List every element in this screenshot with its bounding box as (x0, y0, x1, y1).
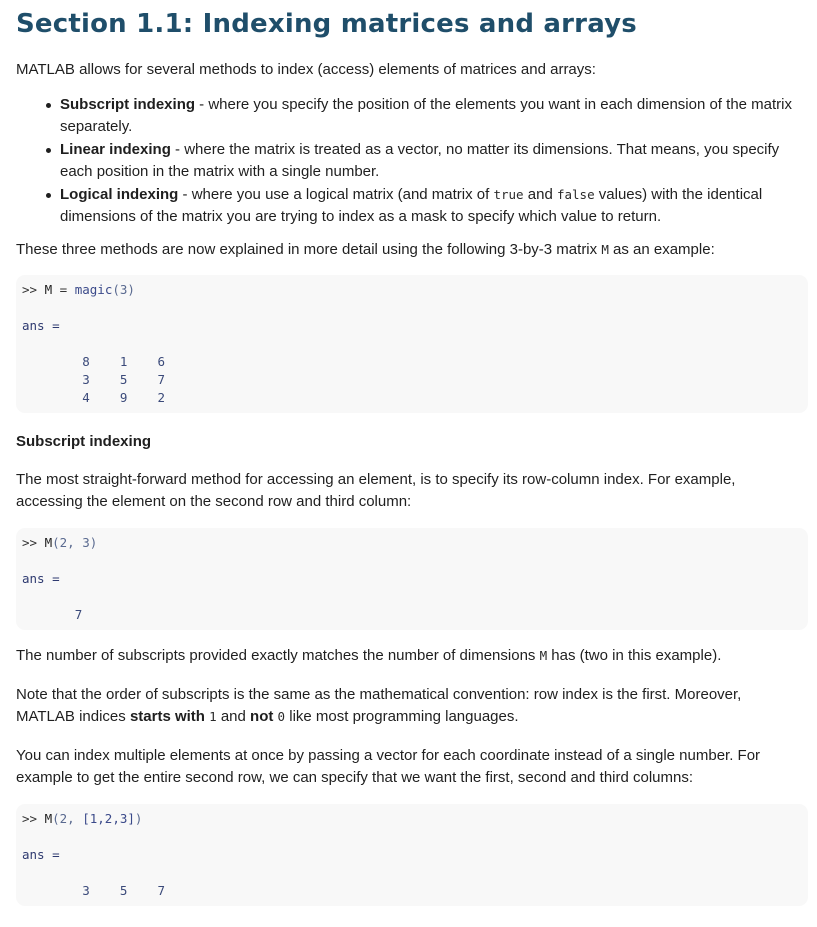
prompt: >> (22, 282, 38, 297)
inline-code-m: M (539, 648, 548, 663)
inline-code-m: M (601, 242, 609, 257)
note-paragraph (16, 684, 801, 728)
result-value: 3 (82, 883, 90, 898)
code-args: (2, 3) (52, 535, 98, 550)
prompt: >> (22, 535, 38, 550)
list-item-linear (60, 139, 801, 183)
matrix-cell: 1 (119, 354, 128, 369)
code-result (22, 882, 802, 900)
inline-code-one: 1 (209, 709, 217, 724)
code-block-subscript (16, 528, 808, 630)
subscript-indexing-heading: Subscript indexing (16, 433, 152, 450)
method-desc: and (523, 186, 557, 203)
code-args: ) (134, 811, 143, 826)
ans-label: ans = (22, 571, 60, 586)
intro-paragraph: MATLAB allows for several methods to index (access) elements of matrices and arrays: (16, 61, 596, 78)
inline-code-false: false (556, 187, 595, 202)
code-line-ans (22, 317, 802, 335)
ans-label: ans = (22, 318, 60, 333)
page-title: Section 1.1: Indexing matrices and arrays (16, 9, 637, 39)
inline-code-zero: 0 (277, 709, 286, 724)
code-line-ans (22, 846, 802, 864)
code-var: M (44, 282, 53, 297)
code-block-magic (16, 275, 808, 413)
method-desc: - where you specify the position of the elements you want in each dimension of the matrix separately. (60, 96, 792, 135)
method-name: Linear indexing (60, 141, 171, 158)
list-item-logical (60, 184, 801, 228)
method-name: Subscript indexing (60, 96, 196, 113)
matrix-row (22, 389, 802, 407)
code-block-row (16, 804, 808, 906)
ans-label: ans = (22, 847, 60, 862)
matrix-cell: 4 (82, 390, 90, 405)
method-desc: - where you use a logical matrix (and matrix of (178, 186, 494, 203)
matrix-cell: 9 (119, 390, 128, 405)
method-desc: - where the matrix is treated as a vector, no matter its dimensions. That means, you specify each position in the matrix with a single number. (60, 141, 780, 180)
code-result (22, 606, 802, 624)
matrix-row (22, 353, 802, 371)
matrix-cell: 7 (157, 372, 166, 387)
text: The number of subscripts provided exactly matches the number of dimensions (16, 647, 540, 664)
code-op: = (59, 282, 68, 297)
matrix-row (22, 371, 802, 389)
multi-index-paragraph: You can index multiple elements at once by passing a vector for each coordinate instead of a single number. For example to get the entire second row, we can specify that we want the first, second and third columns: (16, 747, 761, 786)
code-line-command (22, 810, 802, 828)
inline-code-true: true (493, 187, 524, 202)
code-args: (3) (112, 282, 135, 297)
code-line-command (22, 534, 802, 552)
result-value: 7 (74, 607, 83, 622)
text: like most programming languages. (285, 708, 519, 725)
result-value: 7 (157, 883, 166, 898)
text: Note that the order of subscripts is the same as the mathematical convention: row index is the first. Moreover, MATLAB indices (16, 686, 742, 725)
matrix-cell: 2 (157, 390, 166, 405)
text: and (216, 708, 251, 725)
code-args: (2, (52, 811, 83, 826)
code-vector: [1,2,3] (82, 811, 135, 826)
matrix-cell: 6 (157, 354, 166, 369)
code-line-ans (22, 570, 802, 588)
matrix-cell: 8 (82, 354, 90, 369)
list-item-subscript (60, 94, 801, 138)
code-fn: magic (74, 282, 113, 297)
text: as an example: (608, 241, 715, 258)
text: These three methods are now explained in more detail using the following 3-by-3 matrix (16, 241, 602, 258)
dims-paragraph (16, 645, 801, 667)
method-name: Logical indexing (60, 186, 179, 203)
subscript-paragraph: The most straight-forward method for accessing an element, is to specify its row-column index. For example, accessing the element on the second row and third column: (16, 471, 736, 510)
method-desc: values) with the identical dimensions of the matrix you are trying to index as a mask to specify which value to return. (60, 186, 763, 225)
indexing-methods-list (16, 94, 801, 228)
explain-paragraph (16, 239, 801, 261)
result-value: 5 (119, 883, 128, 898)
matrix-cell: 5 (119, 372, 128, 387)
bold-text: not (250, 708, 274, 725)
prompt: >> (22, 811, 38, 826)
code-var: M (44, 811, 53, 826)
text: has (two in this example). (547, 647, 722, 664)
code-line-command (22, 281, 802, 299)
bold-text: starts with (129, 708, 205, 725)
matrix-cell: 3 (82, 372, 90, 387)
code-var: M (44, 535, 53, 550)
